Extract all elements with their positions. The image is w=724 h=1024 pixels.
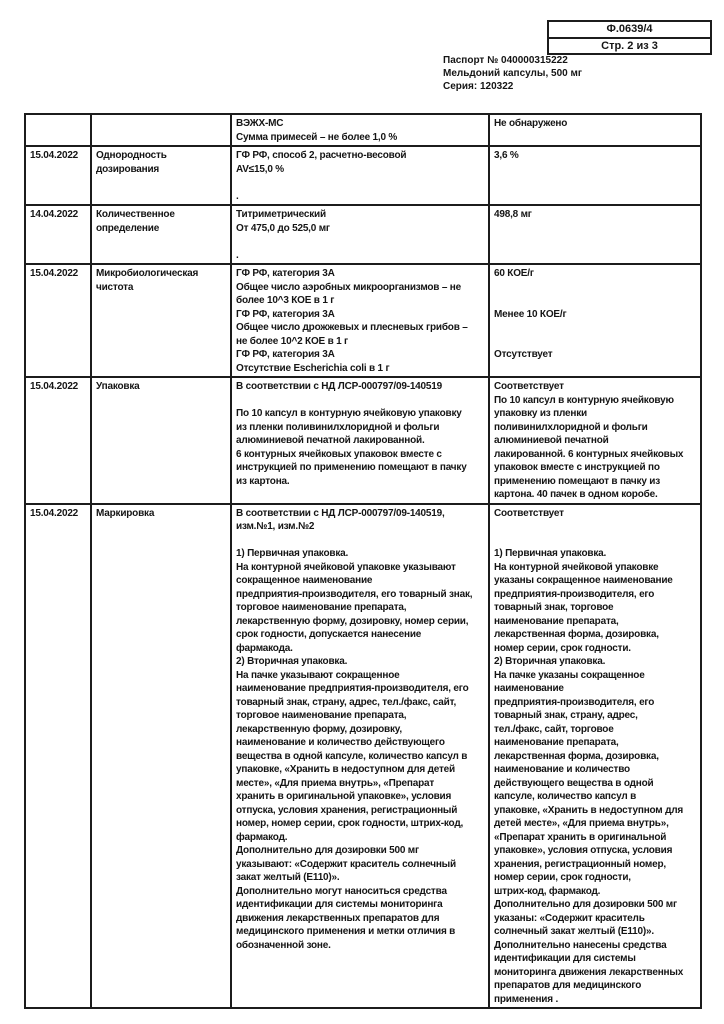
text-line: более 10^3 КОЕ в 1 г <box>236 295 335 306</box>
text-line <box>236 235 486 249</box>
text-line: По 10 капсул в контурную ячейковую упаковку <box>236 408 462 419</box>
table-row <box>25 205 701 264</box>
text-line: Отсутствует <box>494 349 553 360</box>
text-line: мониторинга движения лекарственных <box>494 966 684 978</box>
product-name: Мельдоний капсулы, 500 мг <box>443 68 583 79</box>
text-line: лекарственную форму, дозировку, номер серии, <box>236 615 469 627</box>
text-line: определение <box>96 222 160 234</box>
cell-parameter <box>91 504 231 1009</box>
text-line <box>494 294 698 308</box>
text-line: применению помещают в пачку из <box>494 475 660 487</box>
text-line: . <box>236 190 239 202</box>
text-line: лекарственная форма, дозировка, <box>494 750 659 762</box>
text-line: обозначенной зоне. <box>236 939 331 951</box>
text-line: предприятия-производителя, его товарный знак, <box>236 588 473 600</box>
text-line: наименование <box>494 683 564 694</box>
table-row <box>25 114 701 146</box>
text-line: лекарственная форма, дозировка, <box>494 629 659 640</box>
text-line: Однородность <box>96 150 167 161</box>
cell-method <box>231 504 489 1009</box>
text-line: не более 10^2 КОЕ в 1 г <box>236 335 349 347</box>
cell-date <box>25 146 91 205</box>
text-line: товарный знак, торговое <box>494 602 614 613</box>
text-line: лакированной. 6 контурных ячейковых <box>494 448 684 460</box>
cell-date <box>25 205 91 264</box>
text-line: из картона. <box>236 475 290 487</box>
text-line: Соответствует <box>494 381 564 392</box>
text-line: Упаковка <box>96 381 140 392</box>
text-line: 6 контурных ячейковых упаковок вместе с <box>236 448 442 460</box>
cell-parameter <box>91 264 231 377</box>
cell-result <box>489 114 701 146</box>
cell-result <box>489 205 701 264</box>
text-line: хранения, регистрационный номер, <box>494 858 666 870</box>
text-line <box>494 520 698 534</box>
text-line: упаковку из пленки <box>494 408 587 419</box>
cell-result <box>489 377 701 504</box>
text-line: движения лекарственных препаратов для <box>236 912 440 924</box>
text-line: Соответствует <box>494 507 564 519</box>
cell-method <box>231 114 489 146</box>
text-line: из пленки поливинилхлоридной и фольги <box>236 421 440 433</box>
text-line: упаковке», условия отпуска, условия <box>494 845 673 856</box>
cell-parameter <box>91 146 231 205</box>
cell-date <box>25 504 91 1009</box>
text-line: 1) Первичная упаковка. <box>236 548 349 559</box>
text-line: упаковок вместе с инструкцией по <box>494 462 660 473</box>
form-code: Ф.0639/4 <box>606 23 653 35</box>
text-line: . <box>236 249 239 261</box>
text-line: На пачке указывают сокращенное <box>236 669 400 681</box>
cell-parameter <box>91 114 231 146</box>
text-line: фармакода. <box>236 642 293 654</box>
text-line: товарный знак, страну, адрес, <box>494 710 638 721</box>
text-line: препаратов для медицинского <box>494 980 642 991</box>
cell-date <box>25 264 91 377</box>
text-line: В соответствии с НД ЛСР-000797/09-140519 <box>236 381 442 392</box>
results-table-body <box>25 114 701 1008</box>
text-line: наименование препарата, <box>494 737 619 748</box>
text-line: предприятия-производителя, его <box>494 588 655 600</box>
page-number: Стр. 2 из 3 <box>549 37 710 53</box>
text-line: дозирования <box>96 163 160 175</box>
table-row <box>25 146 701 205</box>
text-line: Общее число дрожжевых и плесневых грибов – <box>236 322 468 333</box>
text-line: 15.04.2022 <box>30 150 79 161</box>
text-line: Не обнаружено <box>494 118 568 129</box>
text-line: Сумма примесей – не более 1,0 % <box>236 131 398 143</box>
text-line: детей месте», «Для приема внутрь», <box>494 818 669 829</box>
text-line: AV≤15,0 % <box>236 163 284 175</box>
text-line: По 10 капсул в контурную ячейковую <box>494 394 674 406</box>
cell-result <box>489 504 701 1009</box>
text-line: На контурной ячейковой упаковке <box>494 561 659 573</box>
text-line: номер серии, срок годности. <box>494 642 631 654</box>
text-line: Общее число аэробных микроорганизмов – не <box>236 281 461 293</box>
text-line: предприятия-производителя, его <box>494 696 655 708</box>
text-line: упаковке, «Хранить в недоступном для <box>494 804 684 816</box>
cell-method <box>231 205 489 264</box>
text-line: 498,8 мг <box>494 209 532 220</box>
text-line: месте», «Для приема внутрь», «Препарат <box>236 777 435 789</box>
text-line: Количественное <box>96 209 175 220</box>
text-line: сокращенное наименование <box>236 575 373 586</box>
cell-method <box>231 264 489 377</box>
text-line: алюминиевой печатной лакированной. <box>236 435 425 446</box>
text-line: медицинского применения и метки отличия в <box>236 926 456 937</box>
text-line: Дополнительно нанесены средства <box>494 939 667 951</box>
text-line: указывают: «Содержит краситель солнечный <box>236 858 456 870</box>
text-line: ГФ РФ, способ 2, расчетно-весовой <box>236 150 407 161</box>
text-line: наименование и количество <box>494 764 630 775</box>
text-line: поливинилхлоридной и фольги <box>494 421 648 433</box>
text-line: торговое наименование препарата, <box>236 602 407 613</box>
text-line: ГФ РФ, категория 3А <box>236 349 335 360</box>
text-line: 15.04.2022 <box>30 268 79 279</box>
cell-method <box>231 377 489 504</box>
text-line: 1) Первичная упаковка. <box>494 548 607 559</box>
text-line: «Препарат хранить в оригинальной <box>494 831 667 843</box>
text-line: вещества в одной капсуле, количество капсул в <box>236 750 468 762</box>
text-line: чистота <box>96 281 134 293</box>
text-line <box>494 321 698 335</box>
text-line: наименование предприятия-производителя, его <box>236 683 469 694</box>
text-line: капсуле, количество капсул в <box>494 791 637 802</box>
text-line: ВЭЖХ-МС <box>236 118 284 129</box>
text-line: 2) Вторичная упаковка. <box>236 656 348 667</box>
cell-result <box>489 146 701 205</box>
text-line: ГФ РФ, категория 3А <box>236 268 335 279</box>
text-line <box>236 176 486 190</box>
text-line: наименование и количество действующего <box>236 737 445 748</box>
text-line: упаковке, «Хранить в недоступном для детей <box>236 764 455 775</box>
cell-parameter <box>91 377 231 504</box>
text-line: хранить в оригинальной упаковке», условия <box>236 791 452 802</box>
cell-parameter <box>91 205 231 264</box>
text-line: указаны сокращенное наименование <box>494 575 673 586</box>
text-line: На пачке указаны сокращенное <box>494 669 645 681</box>
text-line <box>236 394 486 408</box>
table-row <box>25 264 701 377</box>
text-line: срок годности, допускается нанесение <box>236 629 422 640</box>
text-line <box>494 534 698 548</box>
text-line: Маркировка <box>96 507 155 519</box>
text-line: Титриметрический <box>236 209 326 220</box>
text-line: В соответствии с НД ЛСР-000797/09-140519, <box>236 507 445 519</box>
text-line: 15.04.2022 <box>30 381 79 392</box>
text-line: На контурной ячейковой упаковке указывают <box>236 561 456 573</box>
text-line: торговое наименование препарата, <box>236 710 407 721</box>
cell-method <box>231 146 489 205</box>
text-line: Микробиологическая <box>96 268 199 279</box>
table-row <box>25 377 701 504</box>
text-line: закат желтый (Е110)». <box>236 872 340 883</box>
text-line: лекарственную форму, дозировку, <box>236 723 402 735</box>
cell-date <box>25 114 91 146</box>
text-line: солнечный закат желтый (Е110)». <box>494 926 654 937</box>
text-line: ГФ РФ, категория 3А <box>236 308 335 320</box>
text-line: номер, номер серии, срок годности, штрих-код, <box>236 818 464 829</box>
text-line <box>494 335 698 349</box>
text-line: 60 КОЕ/г <box>494 268 534 279</box>
text-line: 3,6 % <box>494 150 519 161</box>
text-line: действующего вещества в одной <box>494 777 654 789</box>
text-line: тел./факс, сайт, торговое <box>494 723 614 735</box>
results-table <box>24 113 702 1009</box>
text-line: Дополнительно могут наноситься средства <box>236 885 447 897</box>
text-line: номер серии, срок годности, <box>494 872 631 883</box>
text-line: идентификации для системы <box>494 953 636 964</box>
text-line: 2) Вторичная упаковка. <box>494 656 606 667</box>
text-line: От 475,0 до 525,0 мг <box>236 222 330 234</box>
text-line: картона. 40 пачек в одном коробе. <box>494 489 658 500</box>
text-line: указаны: «Содержит краситель <box>494 912 645 924</box>
passport-number: Паспорт № 040000315222 <box>443 55 568 66</box>
text-line: Дополнительно для дозировки 500 мг <box>494 899 677 910</box>
passport-meta <box>443 54 582 93</box>
text-line: изм.№1, изм.№2 <box>236 521 315 532</box>
text-line: фармакод. <box>236 831 288 843</box>
text-line: 14.04.2022 <box>30 209 79 220</box>
table-row <box>25 504 701 1009</box>
text-line: Отсутствие Escherichia coli в 1 г <box>236 362 390 374</box>
text-line: Дополнительно для дозировки 500 мг <box>236 845 419 856</box>
text-line: Менее 10 КОЕ/г <box>494 308 567 320</box>
text-line: алюминиевой печатной <box>494 435 609 446</box>
text-line: наименование препарата, <box>494 615 619 627</box>
text-line: применения . <box>494 993 559 1005</box>
form-code-box <box>547 20 712 55</box>
text-line <box>236 534 486 548</box>
text-line <box>494 281 698 295</box>
text-line: идентификации для системы мониторинга <box>236 899 443 910</box>
text-line: отпуска, условия хранения, регистрационный <box>236 804 458 816</box>
cell-date <box>25 377 91 504</box>
text-line: товарный знак, страну, адрес, тел./факс, сайт, <box>236 696 457 708</box>
cell-result <box>489 264 701 377</box>
text-line: инструкцией по применению помещают в пачку <box>236 462 467 473</box>
series-number: Серия: 120322 <box>443 81 514 92</box>
text-line: 15.04.2022 <box>30 507 79 519</box>
text-line: штрих-код, фармакод. <box>494 885 601 897</box>
